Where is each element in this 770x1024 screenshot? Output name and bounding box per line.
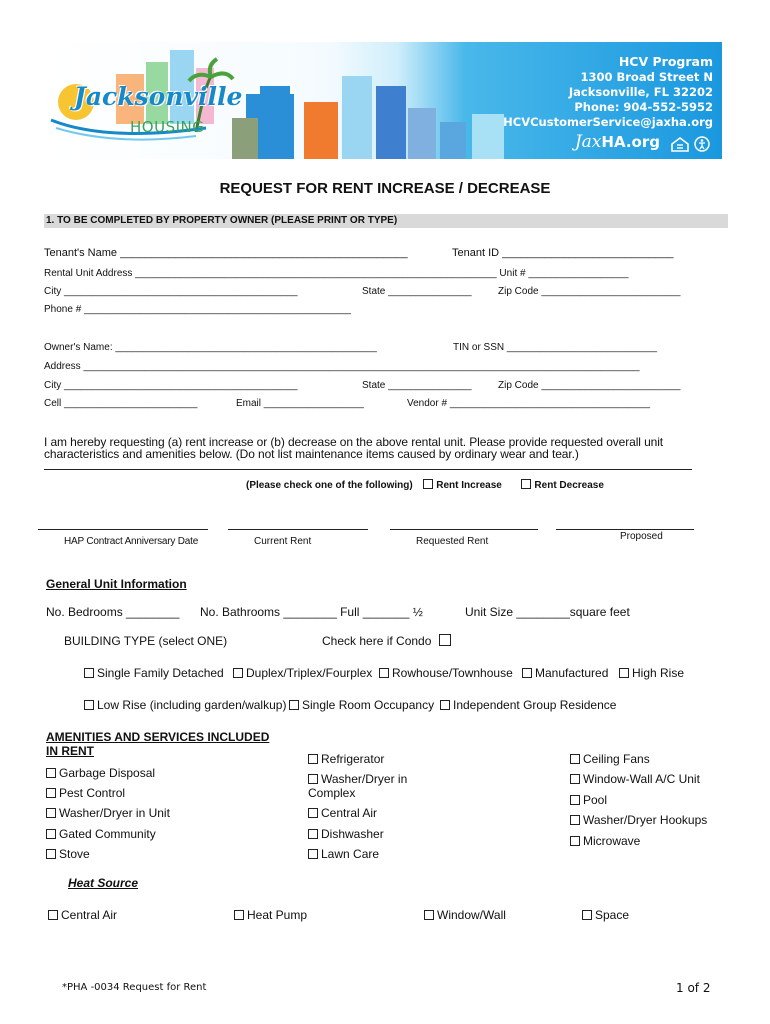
building-type-label: Independent Group Residence xyxy=(453,698,617,712)
logo-housing-text: HOUSING xyxy=(130,118,205,136)
manufactured-checkbox[interactable] xyxy=(522,668,532,678)
heat-pump-checkbox[interactable] xyxy=(234,910,244,920)
rent-decrease-label: Rent Decrease xyxy=(534,480,604,491)
program-name: HCV Program xyxy=(618,54,713,69)
amenity-label: Washer/Dryer in Unit xyxy=(59,806,170,820)
proposed-line[interactable] xyxy=(556,529,694,530)
owner-cell-field[interactable]: Cell ________________________ xyxy=(44,398,198,409)
tenant-zip-field[interactable]: Zip Code _________________________ xyxy=(498,286,681,297)
amenity-option xyxy=(570,772,700,786)
website-prefix: Jax xyxy=(574,132,602,152)
hap-date-label: HAP Contract Anniversary Date xyxy=(64,536,199,547)
check-prompt: (Please check one of the following) xyxy=(246,480,413,491)
city-address: Jacksonville, FL 32202 xyxy=(568,85,713,99)
building-type-label: Single Family Detached xyxy=(97,666,224,680)
bathrooms-field[interactable]: No. Bathrooms ________ Full _______ ½ xyxy=(200,605,423,619)
rent-decrease-checkbox[interactable] xyxy=(521,479,531,489)
tenant-name-field[interactable]: Tenant's Name _______________________________________________ xyxy=(44,247,408,259)
building-type-option xyxy=(233,666,372,680)
website-suffix: HA.org xyxy=(601,133,660,151)
header-banner xyxy=(46,42,722,159)
building-type-option xyxy=(379,666,513,680)
owner-email-field[interactable]: Email __________________ xyxy=(236,398,364,409)
amenity-label: Lawn Care xyxy=(321,847,380,861)
check-one-row xyxy=(246,479,604,491)
amenity-label: Gated Community xyxy=(59,827,156,841)
building-type-option xyxy=(289,698,434,712)
proposed-label: Proposed xyxy=(620,531,663,542)
unit-size-field[interactable]: Unit Size ________square feet xyxy=(465,605,630,619)
rowhouse-checkbox[interactable] xyxy=(379,668,389,678)
lawn-care-checkbox[interactable] xyxy=(308,849,318,859)
equal-housing-icon xyxy=(670,136,690,152)
condo-checkbox[interactable] xyxy=(439,634,451,646)
phone-number: Phone: 904-552-5952 xyxy=(574,100,713,114)
rent-increase-checkbox[interactable] xyxy=(423,479,433,489)
contact-email[interactable]: HCVCustomerService@jaxha.org xyxy=(503,115,713,129)
website-link[interactable] xyxy=(575,132,660,152)
refrigerator-checkbox[interactable] xyxy=(308,754,318,764)
owner-state-field[interactable]: State _______________ xyxy=(362,380,472,391)
heat-option xyxy=(48,908,117,922)
owner-vendor-field[interactable]: Vendor # ____________________________________ xyxy=(407,398,651,409)
heat-label: Window/Wall xyxy=(437,908,506,922)
heat-source-heading: Heat Source xyxy=(68,876,139,890)
amenity-option xyxy=(46,806,170,820)
pool-checkbox[interactable] xyxy=(570,795,580,805)
amenity-label: Microwave xyxy=(583,834,641,848)
stove-checkbox[interactable] xyxy=(46,849,56,859)
bedrooms-field[interactable]: No. Bedrooms ________ xyxy=(46,605,180,619)
amenity-label: Washer/Dryer Hookups xyxy=(583,813,708,827)
amenity-label: Stove xyxy=(59,847,90,861)
amenity-label: Ceiling Fans xyxy=(583,752,650,766)
building-type-option xyxy=(84,698,286,712)
amenity-option xyxy=(308,827,384,841)
accessibility-icon xyxy=(694,136,710,152)
heat-central-air-checkbox[interactable] xyxy=(48,910,58,920)
hap-date-line[interactable] xyxy=(38,529,208,530)
heat-option xyxy=(234,908,307,922)
building-type-label: Manufactured xyxy=(535,666,609,680)
building-type-label: Low Rise (including garden/walkup) xyxy=(97,698,287,712)
amenity-label: Window-Wall A/C Unit xyxy=(583,772,700,786)
amenity-option xyxy=(570,752,650,766)
tenant-state-field[interactable]: State _______________ xyxy=(362,286,472,297)
current-rent-line[interactable] xyxy=(228,529,368,530)
amenity-label: Dishwasher xyxy=(321,827,384,841)
heat-space-checkbox[interactable] xyxy=(582,910,592,920)
washer-dryer-unit-checkbox[interactable] xyxy=(46,808,56,818)
building-type-label: BUILDING TYPE (select ONE) xyxy=(64,634,228,648)
building-type-option xyxy=(619,666,684,680)
building-type-option xyxy=(440,698,616,712)
low-rise-checkbox[interactable] xyxy=(84,700,94,710)
amenity-label: Pest Control xyxy=(59,786,126,800)
tenant-id-field[interactable]: Tenant ID ____________________________ xyxy=(452,247,674,259)
rental-address-field[interactable]: Rental Unit Address _________________________________________________________________ Unit # __________________ xyxy=(44,268,629,279)
tenant-city-field[interactable]: City __________________________________________ xyxy=(44,286,298,297)
amenity-label: Central Air xyxy=(321,806,378,820)
general-unit-heading: General Unit Information xyxy=(46,577,187,591)
group-residence-checkbox[interactable] xyxy=(440,700,450,710)
building-type-label: Duplex/Triplex/Fourplex xyxy=(246,666,373,680)
amenity-option xyxy=(308,806,377,820)
logo-script-text: Jacksonville xyxy=(74,82,243,111)
washer-dryer-hookups-checkbox[interactable] xyxy=(570,815,580,825)
central-air-checkbox[interactable] xyxy=(308,808,318,818)
amenity-option xyxy=(46,847,90,861)
tenant-phone-field[interactable]: Phone # ________________________________________________ xyxy=(44,304,351,315)
section-1-label: 1. TO BE COMPLETED BY PROPERTY OWNER (PLEASE PRINT OR TYPE) xyxy=(46,215,398,226)
heat-label: Central Air xyxy=(61,908,118,922)
building-type-label: High Rise xyxy=(632,666,685,680)
request-text-line1: I am hereby requesting (a) rent increase or (b) decrease on the above rental unit. Please provide requested overall unit xyxy=(44,435,664,449)
amenity-option xyxy=(46,786,125,800)
heat-label: Heat Pump xyxy=(247,908,308,922)
building-type-label: Single Room Occupancy xyxy=(302,698,435,712)
condo-row xyxy=(322,634,454,648)
street-address: 1300 Broad Street N xyxy=(580,70,713,84)
amenity-option xyxy=(46,766,155,780)
heat-label: Space xyxy=(595,908,630,922)
ceiling-fans-checkbox[interactable] xyxy=(570,754,580,764)
microwave-checkbox[interactable] xyxy=(570,836,580,846)
amenity-label: Washer/Dryer in xyxy=(321,772,408,786)
owner-city-field[interactable]: City __________________________________________ xyxy=(44,380,298,391)
amenities-heading-line2: IN RENT xyxy=(46,744,94,758)
window-ac-checkbox[interactable] xyxy=(570,774,580,784)
request-text-line2: characteristics and amenities below. (Do not list maintenance items caused by ordinary wear and tear.) xyxy=(44,447,579,461)
owner-address-field[interactable]: Address ____________________________________________________________________________________________________ xyxy=(44,361,640,372)
garbage-disposal-checkbox[interactable] xyxy=(46,768,56,778)
building-type-label: Rowhouse/Townhouse xyxy=(392,666,513,680)
duplex-checkbox[interactable] xyxy=(233,668,243,678)
divider xyxy=(44,469,692,470)
amenity-option xyxy=(308,847,379,861)
form-identifier: *PHA -0034 Request for Rent xyxy=(62,982,207,993)
owner-name-field[interactable]: Owner's Name: _______________________________________________ xyxy=(44,342,377,353)
single-family-checkbox[interactable] xyxy=(84,668,94,678)
single-room-checkbox[interactable] xyxy=(289,700,299,710)
dishwasher-checkbox[interactable] xyxy=(308,829,318,839)
current-rent-label: Current Rent xyxy=(254,536,312,547)
amenity-label: Pool xyxy=(583,793,608,807)
amenity-label: Garbage Disposal xyxy=(59,766,156,780)
amenity-option xyxy=(46,827,156,841)
heat-option xyxy=(424,908,506,922)
heat-option xyxy=(582,908,629,922)
amenity-option xyxy=(570,834,640,848)
amenity-option xyxy=(308,752,384,766)
amenity-option xyxy=(570,793,607,807)
heat-window-wall-checkbox[interactable] xyxy=(424,910,434,920)
washer-dryer-complex-checkbox[interactable] xyxy=(308,774,318,784)
amenity-label-continued: Complex xyxy=(308,786,356,800)
building-types-row1 xyxy=(84,666,224,680)
requested-rent-line[interactable] xyxy=(390,529,538,530)
high-rise-checkbox[interactable] xyxy=(619,668,629,678)
building-type-option xyxy=(522,666,608,680)
page-number: 1 of 2 xyxy=(676,981,711,995)
owner-zip-field[interactable]: Zip Code _________________________ xyxy=(498,380,681,391)
requested-rent-label: Requested Rent xyxy=(416,536,489,547)
amenity-option xyxy=(570,813,707,827)
pest-control-checkbox[interactable] xyxy=(46,788,56,798)
amenity-label: Refrigerator xyxy=(321,752,385,766)
condo-label: Check here if Condo xyxy=(322,634,432,648)
rent-increase-label: Rent Increase xyxy=(436,480,502,491)
owner-tin-field[interactable]: TIN or SSN ___________________________ xyxy=(453,342,658,353)
form-title: REQUEST FOR RENT INCREASE / DECREASE xyxy=(219,180,551,197)
section-1-header xyxy=(44,214,728,228)
amenity-option xyxy=(308,772,407,786)
amenities-heading-line1: AMENITIES AND SERVICES INCLUDED xyxy=(46,730,270,744)
gated-community-checkbox[interactable] xyxy=(46,829,56,839)
